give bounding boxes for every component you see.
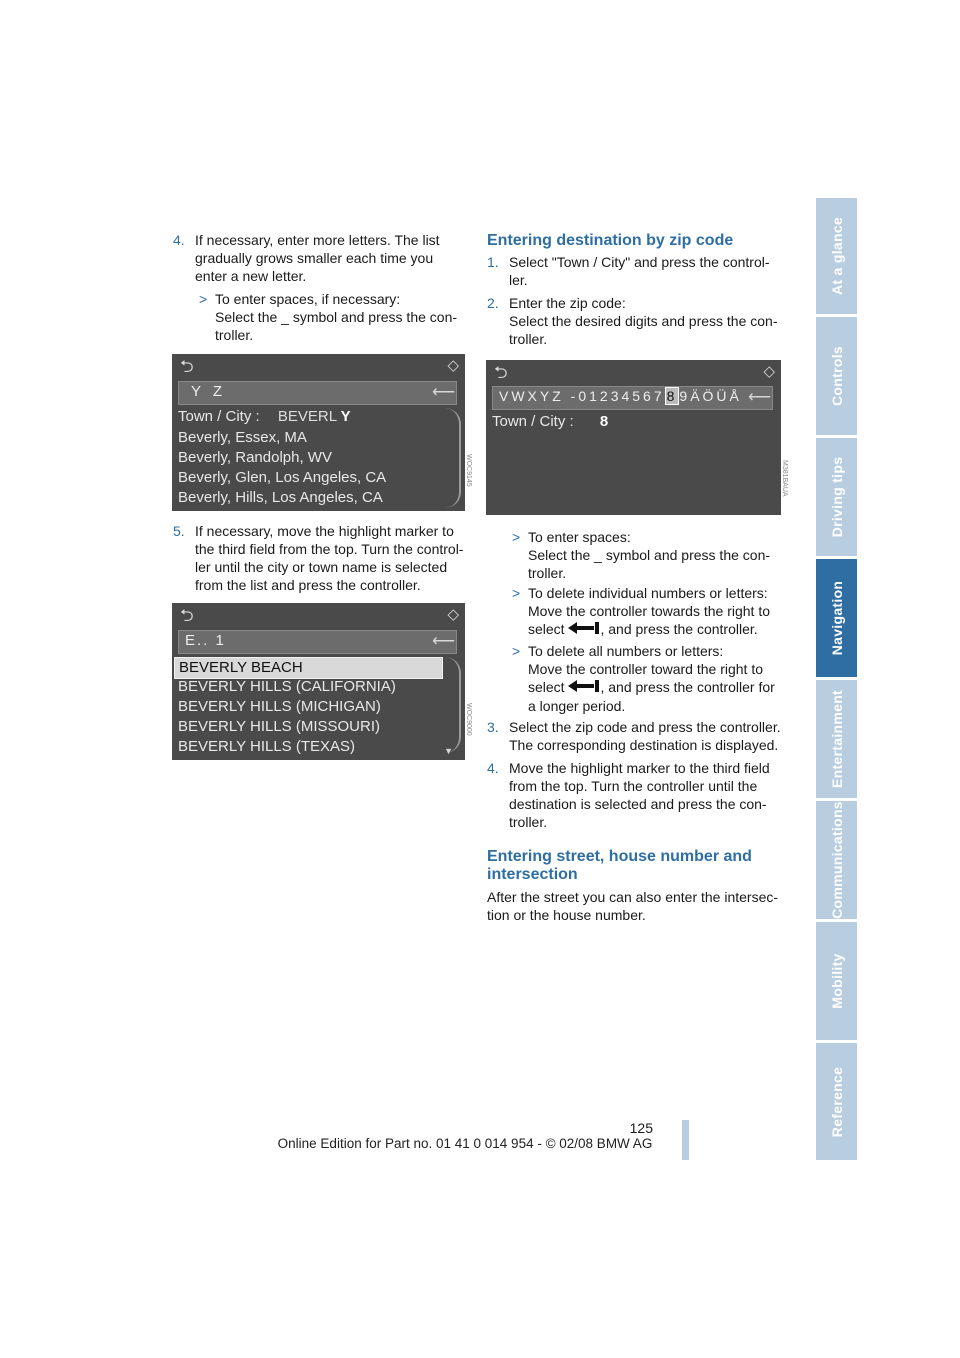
screen-town-search xyxy=(172,354,472,511)
list-item[interactable]: Beverly, Randolph, WV xyxy=(178,449,332,466)
character-input-row[interactable]: VWXYZ -01234567 8 9ÄÖÜÅ xyxy=(492,386,773,410)
letter-input-row[interactable]: Y Z xyxy=(178,381,457,405)
delete-arrow-icon[interactable]: ⟵ xyxy=(432,633,455,650)
step-4-bullet: > To enter spaces, if necessary: Select the _ symbol and press the con- troller. xyxy=(199,291,458,343)
scroll-down-icon[interactable]: ▼ xyxy=(444,746,453,756)
step-number: 4. xyxy=(173,232,185,248)
list-item[interactable]: Beverly, Glen, Los Angeles, CA xyxy=(178,469,387,486)
image-code: M381BAUA xyxy=(781,460,788,497)
tab-entertainment[interactable]: Entertainment xyxy=(816,680,857,798)
delete-arrow-icon[interactable]: ⟵ xyxy=(748,389,771,406)
footer-text: Online Edition for Part no. 01 41 0 014 954 - © 02/08 BMW AG xyxy=(277,1136,653,1151)
delete-arrow-icon[interactable]: ⟵ xyxy=(432,384,455,401)
step-4-right: 4. Move the highlight marker to the third field from the top. Turn the controller until the destination is selected and press the con- troller. xyxy=(487,760,770,830)
step-text: Select "Town / City" and press the control- ler. xyxy=(509,254,770,288)
page-number: 125 xyxy=(629,1120,653,1136)
step-5 xyxy=(173,522,468,594)
image-code: WOC9145 xyxy=(465,454,472,487)
step-2: 2. Enter the zip code: Select the desired digits and press the con- troller. xyxy=(487,295,778,347)
tab-at-a-glance[interactable]: At a glance xyxy=(816,198,857,314)
tab-navigation[interactable]: Navigation xyxy=(816,559,857,677)
step-1 xyxy=(487,253,782,289)
bullet-enter-spaces: > To enter spaces: Select the _ symbol and press the con- troller. xyxy=(512,529,771,581)
delete-arrow-icon xyxy=(568,621,600,639)
joystick-icon: ◇ xyxy=(763,363,775,380)
letter-input-row[interactable]: E.. 1 xyxy=(178,630,457,654)
back-icon[interactable]: ⮌ xyxy=(180,606,194,625)
tab-mobility[interactable]: Mobility xyxy=(816,922,857,1040)
heading-street: Entering street, house number and intersection xyxy=(487,848,752,883)
tab-communications[interactable]: Communications xyxy=(816,801,857,919)
back-icon[interactable]: ⮌ xyxy=(180,357,194,376)
page-marker-bar xyxy=(682,1120,689,1160)
joystick-icon: ◇ xyxy=(447,606,459,623)
step-number: 1. xyxy=(487,254,499,270)
town-city-field[interactable]: Town / City : BEVERL Y xyxy=(178,408,351,425)
tab-driving-tips[interactable]: Driving tips xyxy=(816,438,857,556)
screen-town-list xyxy=(172,603,472,760)
paragraph-street: After the street you can also enter the intersec- tion or the house number. xyxy=(487,889,779,923)
back-icon[interactable]: ⮌ xyxy=(494,363,508,382)
town-city-field[interactable]: Town / City : 8 xyxy=(492,413,609,430)
step-number: 5. xyxy=(173,523,185,539)
step-text: If necessary, enter more letters. The list gradually grows smaller each time you enter a new letter. xyxy=(195,232,440,284)
joystick-icon: ◇ xyxy=(447,357,459,374)
step-3: 3. Select the zip code and press the controller. The corresponding destination is displayed. xyxy=(487,719,781,753)
selected-digit[interactable]: 8 xyxy=(666,388,678,404)
bullet-delete-individual: > To delete individual numbers or letters: Move the controller towards the right to select , and press the controller. xyxy=(512,584,792,639)
scrollbar[interactable] xyxy=(445,657,461,753)
list-item[interactable]: BEVERLY HILLS (MICHIGAN) xyxy=(178,698,381,715)
list-item-selected[interactable]: BEVERLY BEACH xyxy=(174,657,443,679)
list-item[interactable]: BEVERLY HILLS (MISSOURI) xyxy=(178,718,381,735)
image-code: WOC9000 xyxy=(465,703,472,736)
list-item[interactable]: BEVERLY HILLS (CALIFORNIA) xyxy=(178,678,396,695)
list-item[interactable]: Beverly, Essex, MA xyxy=(178,429,307,446)
list-item[interactable]: BEVERLY HILLS (TEXAS) xyxy=(178,738,356,755)
screen-zip-entry xyxy=(486,360,788,515)
tab-reference[interactable]: Reference xyxy=(816,1043,857,1160)
step-4 xyxy=(173,231,463,285)
heading-zip-code: Entering destination by zip code xyxy=(487,232,734,249)
scrollbar[interactable] xyxy=(445,408,461,508)
delete-arrow-icon xyxy=(568,679,600,697)
list-item[interactable]: Beverly, Hills, Los Angeles, CA xyxy=(178,489,383,506)
bullet-delete-all: > To delete all numbers or letters: Move the controller toward the right to select , and press the controller for a longer period. xyxy=(512,643,775,715)
tab-controls[interactable]: Controls xyxy=(816,317,857,435)
step-text: If necessary, move the highlight marker to the third field from the top. Turn the control- ler until the city or town name is selected from the list and press the controller. xyxy=(195,523,464,593)
